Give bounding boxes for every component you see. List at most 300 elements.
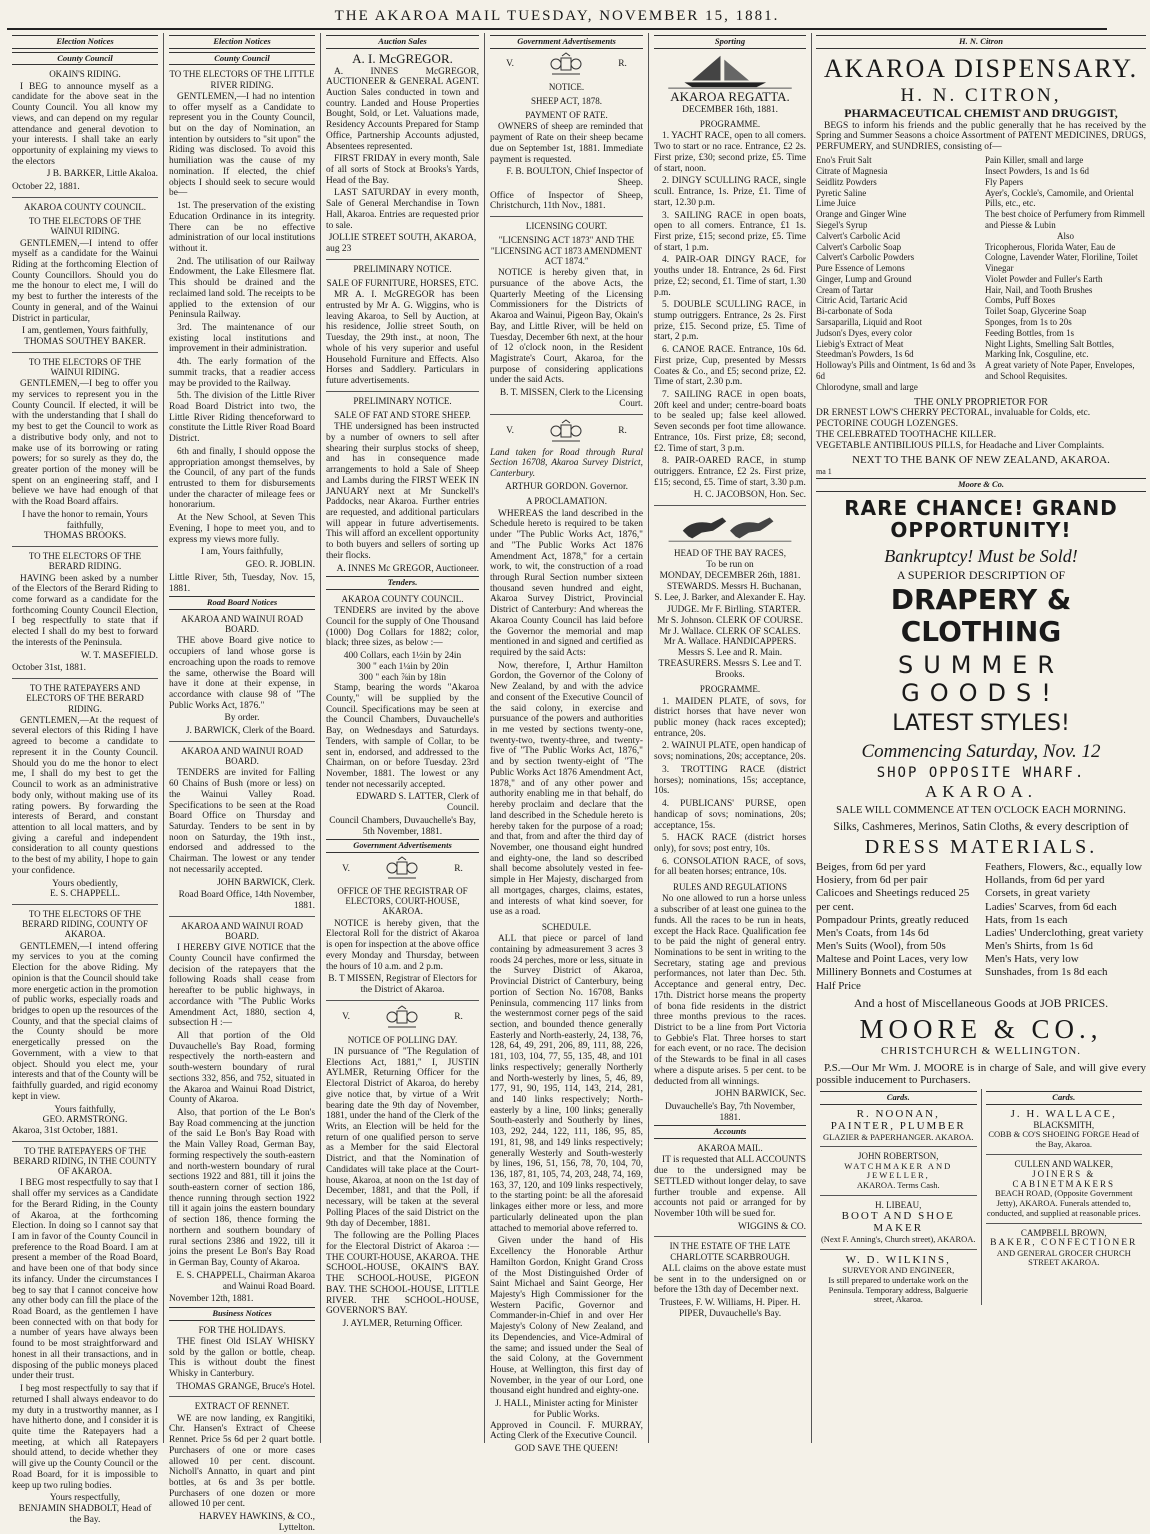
divider — [986, 1223, 1143, 1224]
royal-crest — [490, 419, 643, 445]
notice-date: Road Board Office, 14th November, 1881. — [178, 890, 315, 911]
divider — [169, 741, 315, 742]
medicine-item: Sarsaparilla, Liquid and Root — [816, 317, 922, 328]
medicine-item: Lime Juice — [816, 198, 856, 209]
notice-title: A PROCLAMATION. — [525, 496, 607, 507]
notice-body: I BEG most respectfully to say that I shall offer my services as a Candidate for the Berard Riding, in the County of Akaroa, at the forthcoming Election. In doing so I cannot say that I am in favor of the County Council in preference to the Road Board. I am at present a member of the Road Board, and have been one of that body since its infancy. Under the circumstances I beg to say that I cannot conceive how any other body can fill the place of the Road Board, as the gentlemen I have been connected with on that body for a number of years have always been found to be most straightforward and honest in all their transactions, and in disposing of the public moneys placed under their trust. — [12, 1178, 158, 1382]
goods-list-right — [985, 861, 1146, 993]
notice-body: All that portion of the Old Duvauchelle's Bay Road, forming respectively the north-eastern and south-western boundary of rural sections 332, 856, and 752, situated in the Akaroa and Wainui Road District, County of Akaroa. — [169, 1030, 315, 1106]
divider — [490, 216, 643, 217]
medicine-item: Steedman's Powders, 1s 6d — [816, 349, 914, 360]
tender-size: 300 " each ⅞in by 18in — [358, 672, 447, 683]
notice-body: Also, that portion of the Le Bon's Bay Road commencing at the junction of the said Le Bon's Bay Road with the Main Valley Road, German Bay, forming respectively the south-eastern and north-western boundary of rural sections 1922 and 881, till it joins the south-eastern corner of section 186, thence running through section 1922 till it again joins the eastern boundary of section 186, thence forming the northern and southern boundary of rural sections 2386 and 1922, till it joins the present Le Bon's Bay Road in German Bay, County of Akaroa. — [169, 1108, 315, 1269]
divider — [12, 1141, 158, 1142]
divider — [820, 1249, 977, 1250]
dispensary-location: NEXT TO THE BANK OF NEW ZEALAND, AKAROA. — [852, 454, 1110, 467]
notice-body: TENDERS are invited by the above Council for the supply of One Thousand (1000) Dog Collars for 1882; color, black; three sizes, as below :— — [326, 606, 479, 649]
crest-v: V. — [342, 863, 350, 874]
notice-title: TO THE ELECTORS OF THE BERARD RIDING, COUNTY OF AKAROA. — [22, 908, 148, 940]
notice-title: AKAROA AND WAINUI ROAD BOARD. — [180, 920, 304, 941]
section-header: Road Board Notices — [169, 596, 315, 610]
notice-title: AKAROA MAIL. — [697, 1143, 763, 1154]
notice-italic: Land taken for Road through Rural Section 16708, Akaroa Survey District, Canterbury. — [490, 447, 643, 479]
race-event: 3. TROTTING RACE (district horses); nominations, 15s; acceptance, 10s. — [654, 764, 806, 797]
notice-body: Stamp, bearing the words "Akaroa County," will be supplied by the Council. Specifications may be seen at the Council Chambers, Duvauchelle's Bay, on Wednesdays and Saturdays. Tenders, with sample of Collar, to be sent in, endorsed, and addressed to the Chairman, on or before Tuesday. 23rd November, 1881. The lowest or any tender not necessarily accepted. — [326, 683, 479, 790]
notice-subtitle: SALE OF FURNITURE, HORSES, ETC. — [326, 277, 479, 288]
crest-r: R. — [454, 863, 463, 874]
crest-r: R. — [618, 59, 627, 70]
notice-signature: JOHN BARWICK, Sec. — [715, 1089, 806, 1100]
medicine-item: Calvert's Carbolic Powders — [816, 252, 915, 263]
notice-signature: BENJAMIN SHADBOLT, Head of the Bay. — [18, 1503, 152, 1525]
notice-title: TO THE ELECTORS OF THE LITTLE RIVER RIDING. — [169, 69, 315, 90]
card-trade: PAINTER, PLUMBER — [830, 1120, 966, 1133]
medicine-item: Hair, Nail, and Tooth Brushes — [985, 284, 1093, 295]
goods-item: Ladies' Underclothing, great variety — [985, 926, 1144, 939]
notice-signature: Trustees, F. W. Williams, H. Piper. H. PIPER, Duvauchelle's Bay. — [659, 1298, 801, 1319]
notice-body: I BEG to announce myself as a candidate for the above seat in the County Council. You all know my views, and can depend on my regular attendance and general devotion to your interests. I shall take an early opportunity of explaining my views to the electors — [12, 81, 158, 167]
card-trade: SURVEYOR AND ENGINEER, — [842, 1265, 955, 1276]
notice-address: JOLLIE STREET SOUTH, AKAROA, — [328, 233, 477, 244]
medicine-item: Feeding Bottles, from 1s — [985, 327, 1074, 338]
section-header: Government Advertisements — [326, 839, 479, 853]
medicine-item: Ginger, Lump and Ground — [816, 273, 912, 284]
notice-title: AKAROA AND WAINUI ROAD BOARD. — [180, 613, 304, 635]
column-4 — [485, 33, 649, 1454]
notice-body: Given under the hand of His Excellency the Honorable Arthur Hamilton Gordon, Knight Grand Cross of the Most Distinguished Order of Saint Michael and Saint George, Her Majesty's High Commissioner for the Western Pacific, Governor and Commander-in-Chief in and over Her Majesty's Colony of New Zealand, and its Dependencies, and Vice-Admiral of the same; and issued under the Seal of the said Colony, at the Government House, at Wellington, this first day of November, in the year of our Lord, one thousand eight hundred and eighty-one. — [490, 1236, 643, 1397]
goods-item: Men's Suits (Wool), from 50s — [816, 940, 946, 953]
notice-title: EXTRACT OF RENNET. — [194, 1401, 290, 1412]
latest-styles-headline: LATEST STYLES! — [892, 711, 1070, 736]
divider — [986, 1154, 1143, 1155]
goods-item: Hollands, from 6d per yard — [985, 874, 1105, 887]
notice-close: I am, Yours faithfully, — [200, 547, 284, 558]
notice-subtitle: SALE OF FAT AND STORE SHEEP. — [334, 409, 471, 420]
divider — [12, 197, 158, 198]
goods-item: Hats, from 1s each — [985, 913, 1068, 926]
medicine-item: A great variety of Note Paper, Envelopes, and School Requisites. — [985, 360, 1135, 382]
card-name: CAMPBELL BROWN, — [1020, 1227, 1107, 1238]
notice-body: GENTLEMEN,—At the request of several electors of this Riding I have agreed to become a candidate to represent it in the County Council. Should you do me the honor to elect me, I shall do my best to get the Council to work as an administrative body only, without making use of its rating powers. By forwarding the interests of Berard, and constant attention to all local matters, and by giving a careful and independent consideration to all county questions to the best of my ability, I hope to gain your confidence. — [12, 715, 158, 876]
notice-item: 4th. The early formation of the summit tracks, that a readier access may be provided to the Railway. — [169, 357, 315, 389]
programme-title: PROGRAMME. — [699, 684, 761, 695]
crest-v: V. — [342, 1012, 350, 1023]
goods-item: Ladies' Scarves, from 6d each — [985, 900, 1117, 913]
section-header: Cards. — [986, 1091, 1143, 1105]
notice-title: PRELIMINARY NOTICE. — [353, 395, 452, 406]
royal-crest — [326, 1005, 479, 1031]
goods-list-left — [816, 861, 977, 993]
notice-signature: E. S. CHAPPELL. — [49, 889, 121, 900]
notice-signature: THOMAS BROOKS. — [43, 531, 127, 542]
notice-subtitle: SHEEP ACT, 1878. — [530, 95, 602, 106]
notice-signature: THOMAS SOUTHEY BAKER. — [24, 337, 146, 348]
card-detail: AKAROA. Terms Cash. — [856, 1179, 940, 1190]
race-event: 6. CONSOLATION RACE, of sovs, for all beaten horses; entrance, 10s. — [654, 856, 806, 878]
rare-chance-headline: RARE CHANCE! GRAND OPPORTUNITY! — [844, 495, 1118, 543]
column-3 — [321, 33, 485, 1443]
notice-body: TENDERS are invited for Falling 60 Chains of Bush (more or less) on the Wainui Valley Road. Specifications to be seen at the Road Board Office on Thursday and Saturday. Tenders to be sent in by noon on Saturday, the 19th inst., endorsed and addressed to the Chairman. The lowest or any tender not necessarily accepted. — [169, 768, 315, 875]
notice-close: Yours respectfully, — [49, 1493, 121, 1504]
column-1 — [7, 33, 164, 1525]
notice-item: 3rd. The maintenance of our existing local institutions and improvement in their administration. — [169, 322, 315, 355]
crest-v: V. — [506, 426, 514, 437]
notice-date: October 31st, 1881. — [12, 663, 86, 674]
notice-item: 6th and finally, I should oppose the appropriation amongst themselves, by the Council, of any part of the funds entrusted to them for disbursements under the character of mileage fees or honorarium. — [169, 446, 315, 511]
notice-body: IN pursuance of "The Regulation of Elections Act, 1881," I, JUSTIN AYLMER, Returning Officer for the Electoral District of Akaroa, do hereby give notice that, by virtue of a Writ bearing date the 9th day of November, 1881, under the hand of the Clerk of the Writs, an Election will be held for the return of one qualified person to serve as a Member for the said Electoral District, and that the Nomination of Candidates will take place at the Court-house, Akaroa, at noon on the 1st day of December, 1881, and that the Poll, if necessary, will be taken at the several Polling Places of the said District on the 9th day of December, 1881. — [326, 1047, 479, 1229]
goods-item: Beiges, from 6d per yard — [816, 860, 926, 873]
medicine-item: Pure Essence of Lemons — [816, 263, 905, 274]
race-event: 5. HACK RACE (district horses only), for sovs; post entry, 10s. — [654, 833, 806, 854]
notice-signature: J. HALL, Minister acting for Minister for Public Works. — [495, 1399, 638, 1420]
medicine-item: Fly Papers — [985, 176, 1024, 187]
notice-order: By order. — [224, 713, 260, 724]
medicine-item: Insect Powders, 1s and 1s 6d — [985, 165, 1089, 176]
goods-item: Men's Shirts, from 1s 6d — [985, 940, 1094, 953]
divider — [326, 391, 479, 392]
goods-item: Hosiery, from 6d per pair — [816, 874, 928, 887]
card-name: W. D. WILKINS, — [845, 1253, 951, 1266]
notice-signature: GEO. R. JOBLIN. — [245, 560, 315, 571]
column-advertisements — [812, 33, 1150, 1443]
goods-item: Men's Coats, from 14s 6d — [816, 926, 929, 939]
notice-title: LICENSING COURT. — [525, 221, 608, 232]
card-name: H. LIBEAU, — [875, 1199, 922, 1210]
notice-body: GENTLEMEN,—I intend to offer myself as a candidate for the Wainui Riding at the forthcoming Election of County Councillors. Should you do me the honour to elect me, I will do my best to further the interests of the County in general, and of the Wainui District in particular, — [12, 238, 158, 324]
regatta-event: 7. SAILING RACE in open boats, 20ft keel and under; centre-board boats to be sealed up; false keel allowed. Seven seconds per foot time allowance. Entrance, 10s. First prize, £8; second, £2. Time of start, 3 p.m. — [654, 390, 806, 454]
cards-section — [816, 1089, 1146, 1305]
notice-title: TO THE RATEPAYERS OF THE BERARD RIDING, IN THE COUNTY OF AKAROA. — [13, 1145, 157, 1177]
notice-signature: W. T. MASEFIELD. — [80, 650, 158, 661]
tender-size: 300 " each 1¼in by 20in — [356, 661, 449, 672]
medicine-item: Toilet Soap, Glycerine Soap — [985, 306, 1087, 317]
medicine-item: Citrate of Magnesia — [816, 165, 888, 176]
schedule-title: SCHEDULE. — [541, 921, 592, 932]
notice-signature: B. T MISSEN, Registrar of Electors for the District of Akaroa. — [328, 974, 477, 996]
goods-list — [816, 861, 1146, 993]
notice-title: TO THE RATEPAYERS AND ELECTORS OF THE BERARD RIDING. — [26, 683, 144, 714]
rules-title: RULES AND REGULATIONS — [672, 882, 787, 893]
card-name: R. NOONAN, — [856, 1107, 940, 1120]
notice-signature: ARTHUR GORDON. Governor. — [505, 481, 628, 492]
medicine-item: Chlorodyne, small and large — [816, 381, 918, 392]
drapery-headline: DRAPERY & CLOTHING — [890, 583, 1072, 649]
shop-location: SHOP OPPOSITE WHARF. — [876, 764, 1086, 781]
notice-body: GENTLEMEN,—I intend offering my services to you at the coming Election for the above Riding. My opinion is that the Council should take more energetic action in the promotion of public works, especially roads and bridges to open up the resources of the County, and that the special claims of the County should be more energetically pressed on the Government, with a view to that object. Should you elect me, your interests and that of the County will be faithfully guarded, and rigid economy kept in view. — [12, 941, 158, 1102]
goods-item: Feathers, Flowers, &c., equally low — [985, 860, 1143, 873]
notice-body: OWNERS of sheep are reminded that payment of Rate on their sheep became due on September 1st, 1881. Immediate payment is requested. — [490, 122, 643, 165]
medicine-item: Eno's Fruit Salt — [816, 155, 872, 166]
notice-date: DECEMBER 16th, 1881. — [682, 104, 778, 115]
medicine-item: Judson's Dyes, every color — [816, 327, 913, 338]
notice-body: I HEREBY GIVE NOTICE that the County Council have confirmed the decision of the ratepayers that the following Roads shall cease from hereafter to be public highways, in accordance with "The Public Works Amendment Act, 1880, section 4, subsection H :— — [169, 943, 315, 1029]
moore-ps: P.S.—Our Mr Wm. J. MOORE is in charge of Sale, and will give every possible inducement to Purchasers. — [816, 1061, 1146, 1087]
notice-subtitle: To be run on — [706, 560, 754, 571]
yacht-icon — [660, 52, 800, 90]
section-header: Election Notices — [12, 35, 158, 49]
god-save-queen: GOD SAVE THE QUEEN! — [514, 1444, 619, 1454]
divider — [820, 1146, 977, 1147]
goods-item: Men's Hats, very low — [985, 953, 1079, 966]
notice-title: IN THE ESTATE OF THE LATE CHARLOTTE SCARBROUGH. — [669, 1241, 791, 1262]
notice-close: I have the honor to remain, Yours faithfully, — [22, 509, 148, 531]
notice-body: I beg most respectfully to say that if returned I shall always endeavor to do my duty in a trustworthy manner, as I have hitherto done, and I consider it is quite time the Ratepayers had a meeting, at which all Ratepayers should attend, to decide whether they will give up the County Council or the Road Board, for it is impossible to keep up two ruling bodies. — [12, 1384, 158, 1491]
race-event: 2. WAINUI PLATE, open handicap of sovs; nominations, 20s; acceptance, 20s. — [654, 741, 806, 763]
notice-body: A. INNES McGREGOR, AUCTIONEER & GENERAL AGENT. Auction Sales conducted in town and country. Landed and House Properties Bought, Sold, or Let. Valuations made, Residency Accounts Prepared for Stamp Office, Partnership Accounts adjusted, Absentees represented. — [326, 66, 479, 152]
notice-title: AKAROA COUNTY COUNCIL. — [341, 593, 464, 604]
coat-of-arms-icon — [382, 856, 422, 882]
job-prices: And a host of Miscellaneous Goods at JOB PRICES. — [853, 995, 1109, 1010]
section-subheader: County Council — [12, 52, 158, 66]
medicine-item: The best choice of Perfumery from Rimmell and Piesse & Lubin — [985, 209, 1145, 230]
goods-item: Calicoes and Sheetings reduced 25 per cent. — [816, 887, 970, 913]
section-header: Tenders. — [326, 576, 479, 590]
royal-crest — [326, 856, 479, 882]
notice-title: HEAD OF THE BAY RACES, — [674, 548, 786, 559]
masthead: THE AKAROA MAIL TUESDAY, NOVEMBER 15, 1881. — [7, 4, 1107, 30]
notice-item: 1st. The preservation of the existing Education Ordinance in its integrity. There can be no effective administration of our local institutions without it. — [169, 201, 315, 254]
notice-title: A. I. McGREGOR. — [352, 50, 453, 66]
notice-signature: J. BARWICK, Clerk of the Board. — [185, 726, 315, 737]
proprietor-item: DR ERNEST LOW'S CHERRY PECTORAL, invaluable for Colds, etc. — [816, 408, 1091, 419]
medicine-item: Also — [1056, 230, 1074, 241]
notice-subtitle: PAYMENT OF RATE. — [525, 110, 608, 121]
notice-title: FOR THE HOLIDAYS. — [198, 1324, 286, 1335]
medicine-item: Holloway's Pills and Ointment, 1s 6d and 3s 6d — [816, 360, 976, 382]
medicine-item: Ayer's, Cockle's, Camomile, and Oriental Pills, etc., etc. — [985, 187, 1134, 209]
section-header: H. N. Citron — [816, 35, 1146, 49]
akaroa-location: AKAROA. — [925, 781, 1037, 801]
racehorse-icon — [660, 510, 800, 544]
notice-address: Office of Inspector of Sheep, Christchurch, 11th Nov., 1881. — [490, 190, 643, 212]
notice-signature: B. T. MISSEN, Clerk to the Licensing Court. — [499, 388, 643, 409]
notice-signature: F. B. BOULTON, Chief Inspector of Sheep. — [506, 167, 643, 189]
moore-company: MOORE & CO., — [859, 1014, 1103, 1045]
race-event: 4. PUBLICANS' PURSE, open handicap of sovs; nominations, 20s; acceptance, 15s. — [654, 799, 806, 831]
notice-title: OFFICE OF THE REGISTRAR OF ELECTORS, COURT-HOUSE, AKAROA. — [337, 885, 468, 917]
notice-body: THE undersigned has been instructed by a number of owners to sell after shearing their surplus stocks of sheep, and has in consequence made arrangements to hold a Sale of Sheep and Lambs during the FIRST WEEK IN JANUARY next at Mr Sunckell's Paddocks, near Akaroa. Further entries are requested, and additional particulars will appear in future advertisements. This will afford an excellent opportunity to both buyers and sellers of sorting up their flocks. — [326, 422, 479, 561]
divider — [654, 505, 806, 506]
notice-title: NOTICE. — [548, 81, 585, 92]
notice-signature: J. AYLMER, Returning Officer. — [342, 1318, 463, 1329]
notice-title: PRELIMINARY NOTICE. — [353, 263, 452, 274]
divider — [169, 1396, 315, 1397]
coat-of-arms-icon — [382, 1005, 422, 1031]
medicine-item: Calvert's Carbolic Acid — [816, 230, 901, 241]
card-detail: AND GENERAL GROCER CHURCH STREET AKAROA. — [996, 1247, 1131, 1268]
notice-body: Now, therefore, I, Arthur Hamilton Gordon, the Governor of the Colony of New Zealand, by and with the advice and consent of the Executive Council of the said colony, in exercise and pursuance of the powers and authorities in me vested by sections twenty-one, twenty-two, twenty-three, and twenty-five of "The Public Works Act, 1876," and by section twenty-eight of "The Public Works Act 1876 Amendment Act, 1878," and of any other power and authority enabling me in that behalf, do hereby proclaim and declare that the land described in the Schedule hereto is hereby taken for the purpose of a road; and that, from and after the third day of November, one thousand eight hundred and eighty-one, the land so described shall become absolutely vested in fee-simple in Her Majesty, discharged from all mortgages, charges, claims, estates, and interests of what kind soever, for use as a road. — [490, 660, 643, 918]
proprietor-item: THE CELEBRATED TOOTHACHE KILLER. — [816, 429, 997, 440]
proprietor-title: THE ONLY PROPRIETOR FOR — [914, 396, 1048, 408]
notice-item: 2nd. The utilisation of our Railway Endowment, the Lake Ellesmere flat. This should be drained and the reclaimed land sold. The receipts to be applied to the extension of our Peninsula Railway. — [169, 256, 315, 321]
notice-title: OKAIN'S RIDING. — [49, 69, 121, 80]
stewards: STEWARDS. Messrs H. Buchanan, S. Lee, J. Barker, and Alexander E. Hay. — [654, 581, 806, 603]
crest-r: R. — [618, 426, 627, 437]
notice-signature: H. C. JACOBSON, Hon. Sec. — [693, 490, 806, 501]
medicine-item: Siegel's Syrup — [816, 219, 868, 230]
cards-right — [982, 1089, 1147, 1305]
goods-item: Millinery Bonnets and Costumes at Half Price — [816, 966, 972, 992]
notice-body: IT is requested that ALL ACCOUNTS due to the undersigned may be SETTLED without longer delay, to save further trouble and expense. All accounts not paid or arranged for by November 10th will be sued for. — [654, 1155, 806, 1219]
medicine-list-right — [985, 155, 1146, 393]
regatta-event: 5. DOUBLE SCULLING RACE, in stump outriggers. Entrance, 2s 2s. First prize, £15. Second prize, £5. Time of start, 2 p.m. — [654, 300, 806, 343]
card-detail: Is still prepared to undertake work on the Peninsula. Temporary address, Balguerie street, Akaroa. — [828, 1274, 969, 1305]
notice-close: I am, gentlemen, Yours faithfully, — [22, 326, 148, 337]
notice-date: November 12th, 1881. — [169, 1294, 254, 1305]
notice-signature: A. INNES Mc GREGOR, Auctioneer. — [336, 563, 479, 574]
notice-title: AKAROA COUNTY COUNCIL. — [24, 201, 146, 212]
section-header: Cards. — [820, 1091, 977, 1105]
section-header: Moore & Co. — [816, 478, 1146, 492]
notice-item: 5th. The division of the Little River Road Board District into two, the Little River Riding thenceforward to constitute the Little River Road Board District. — [169, 391, 315, 445]
divider — [654, 1236, 806, 1237]
notice-date: Little River, 5th, Tuesday, Nov. 15, 1881. — [169, 572, 315, 594]
notice-signature: J B. BARKER, Little Akaloa. — [46, 169, 158, 180]
medicine-item: Pyretic Saline — [816, 187, 867, 198]
card-name: J. H. WALLACE, — [1010, 1107, 1117, 1120]
section-header: Business Notices — [169, 1307, 315, 1321]
officials: JUDGE. Mr F. Birlling. STARTER. Mr S. Johnson. CLERK OF COURSE. Mr J. Wallace. CLERK OF SCALES. Mr A. Wallace. HANDICAPPERS. Messrs S. Lee and R. Main. TREASURERS. Messrs S. Lee and T. Brooks. — [657, 605, 803, 680]
notice-signature: E. S. CHAPPELL, Chairman Akaroa and Wainui Road Board. — [176, 1270, 315, 1292]
regatta-event: 8. PAIR-OARED RACE, in stump outriggers. Entrance, £2 2s. First prize, £15; second, £5. Time of start, 3.30 p.m. — [654, 456, 806, 488]
columns — [7, 33, 1146, 1533]
coat-of-arms-icon — [546, 52, 586, 78]
divider — [12, 678, 158, 679]
card-trade: JOINERS & CABINETMAKERS — [1012, 1168, 1115, 1190]
medicine-item: Cream of Tartar — [816, 284, 874, 295]
notice-date: October 22, 1881. — [12, 182, 80, 193]
notice-signature: THOMAS GRANGE, Bruce's Hotel. — [176, 1381, 315, 1392]
section-header: Sporting — [654, 35, 806, 49]
medicine-item: Tricopherous, Florida Water, Eau de Cologne, Lavender Water, Floriline, Toilet Vinegar — [985, 241, 1138, 274]
ad-code: ma 1 — [816, 466, 832, 476]
notice-date: Akaroa, 31st October, 1881. — [12, 1125, 118, 1136]
tender-size: 400 Collars, each 1½in by 24in — [343, 651, 462, 662]
goods-item: Pompadour Prints, greatly reduced — [816, 913, 969, 926]
notice-body: THE above Board give notice to occupiers of land whose gorse is encroaching upon the roads to remove the same, otherwise the Board will have it done at their expense, in accordance with clause 98 of "The Public Works Act, 1876." — [169, 636, 315, 711]
notice-signature: WIGGINS & CO. — [738, 1221, 806, 1232]
notice-address: Council Chambers, Duvauchelle's Bay, 5th November, 1881. — [329, 815, 476, 837]
divider — [490, 414, 643, 415]
notice-signature: GEO. ARMSTRONG. — [42, 1115, 128, 1126]
notice-close: Yours faithfully, — [54, 1104, 116, 1115]
chemist-name: H. N. CITRON, — [900, 85, 1062, 107]
notice-body: MR A. I. McGREGOR has been entrusted by Mr A. G. Wiggins, who is leaving Akaroa, to Sell by Auction, at his residence, Jollie street South, on Tuesday, the 29th inst., at noon, The whole of his very superior and useful Household Furniture and Effects. Also Horses and Saddlery. Particulars in future advertisements. — [326, 290, 479, 386]
programme-title: PROGRAMME. — [699, 119, 761, 130]
goods-item: Sunshades, from 1s 8d each — [985, 966, 1108, 979]
card-detail: BEACH ROAD, (Opposite Government Jetty), AKAROA. Funerals attended to, conducted, and supplied at reasonable prices. — [986, 1188, 1141, 1218]
notice-subtitle: "LICENSING ACT 1873" AND THE "LICENSING ACT 1873 AMENDMENT ACT 1874." — [490, 235, 643, 266]
notice-title: NOTICE OF POLLING DAY. — [347, 1034, 458, 1045]
medicine-item: Pain Killer, small and large — [985, 155, 1084, 166]
divider — [12, 904, 158, 905]
notice-body: HAVING been asked by a number of the Electors of the Berard Riding to come forward as a candidate for the forthcoming County Council Election, I beg respectfully to state that if elected I shall do my best to forward the interests of the Peninsula. — [12, 573, 158, 648]
medicine-item: Orange and Ginger Wine — [816, 209, 907, 220]
chemist-trade: PHARMACEUTICAL CHEMIST AND DRUGGIST, — [844, 105, 1118, 120]
proprietor-item: VEGETABLE ANTIBILIOUS PILLS, for Headache and Liver Complaints. — [816, 440, 1105, 451]
notice-body: NOTICE is hereby given that, in pursuance of the above Acts, the Quarterly Meeting of the Licensing Commissioners for the Districts of Akaroa and Wainui, Pigeon Bay, Okain's Bay, and Little River, will be held on Tuesday, December 6th next, at the hour of 12 o'clock noon, in the Resident Magistrate's Court, Akaroa, for the purpose of considering applications under the said Acts. — [490, 268, 643, 386]
medicine-item: Seidlitz Powders — [816, 176, 877, 187]
regatta-event: 4. PAIR-OAR DINGY RACE, for youths under 18. Entrance, 2s 6d. First prize, £2; second, £1. Time of start, 1.30 p.m. — [654, 255, 806, 298]
cards-left — [816, 1089, 982, 1305]
proprietor-item: PECTORINE COUGH LOZENGES. — [816, 418, 959, 429]
card-trade: BAKER, CONFECTIONER — [990, 1237, 1138, 1248]
sale-start: SALE WILL COMMENCE AT TEN O'CLOCK EACH MORNING. — [836, 805, 1126, 817]
notice-body: The following are the Polling Places for the Electoral District of Akaroa :— THE COURT-HOUSE, AKAROA. THE SCHOOL-HOUSE, OKAIN'S BAY. THE SCHOOL-HOUSE, PIGEON BAY. THE SCHOOL-HOUSE, LITTLE RIVER. THE SCHOOL-HOUSE, GOVERNOR'S BAY. — [326, 1231, 479, 1317]
card-name: CULLEN AND WALKER, — [1014, 1158, 1114, 1169]
medicine-item: Liebig's Extract of Meat — [816, 338, 904, 349]
notice-body: ALL claims on the above estate must be sent in to the undersigned on or before the 13th day of December next. — [654, 1263, 806, 1296]
notice-item: At the New School, at Seven This Evening, I hope to meet you, and to express my views more fully. — [169, 513, 315, 545]
divider — [326, 259, 479, 260]
regatta-event: 2. DINGY SCULLING RACE, single scull. Entrance, 1s. Prize, £1. Time of start, 12.30 p.m. — [654, 176, 806, 208]
section-header: Accounts — [654, 1125, 806, 1139]
dress-materials-headline: DRESS MATERIALS. — [864, 836, 1098, 859]
divider — [12, 352, 158, 353]
card-name: JOHN ROBERTSON, — [858, 1151, 939, 1162]
silks-line: Silks, Cashmeres, Merinos, Satin Cloths, & every description of — [833, 821, 1129, 834]
card-detail: (Next F. Anning's, Church street), AKAROA. — [820, 1233, 976, 1244]
card-trade: WATCHMAKER AND JEWELLER, — [844, 1160, 953, 1181]
medicine-list-left — [816, 155, 977, 393]
card-trade: BLACKSMITH, — [1033, 1120, 1095, 1131]
card-detail: GLAZIER & PAPERHANGER. AKAROA. — [822, 1131, 974, 1142]
section-header: Government Advertisements — [490, 35, 643, 49]
notice-body: LAST SATURDAY in every month, Sale of General Merchandise in Town Hall, Akaroa. Entries are requested prior to sale. — [326, 188, 479, 231]
medicine-item: Bi-carbonate of Soda — [816, 306, 893, 317]
notice-body: ALL that piece or parcel of land containing by admeasurement 3 acres 3 roods 24 perches, more or less, situate in the Survey District of Akaroa, Provincial District of Canterbury, being portion of Section No. 16708, Banks Peninsula, commencing 117 links from the westernmost corner pegs of the said section, and bounded thence generally Easterly and North-easterly, 24, 138, 76, 128, 64, 49, 291, 206, 89, 111, 88, 226, 181, 103, 104, 77, 55, 135, 48, and 101 links respectively; generally Northerly and North-westerly by lines, 5, 46, 89, 177, 91, 90, 195, 114, 143, 214, 281, and 140 links respectively; North-easterly by a line, 100 links; generally South-easterly and Southerly by lines, 103, 292, 244, 122, 111, 186, 95, 85, 191, 81, 98, and 149 links respectively; generally Westerly and South-westerly by lines, 196, 51, 156, 78, 70, 104, 70, 136, 187, 81, 105, 74, 203, 248, 74, 169, 163, 37, 120, and 109 links respectively, to the starting point: be all the aforesaid linkages either more or less, and more particularly delineated upon the plan attached to memorial above referred to. — [490, 934, 643, 1234]
medicine-item: Citric Acid, Tartaric Acid — [816, 295, 908, 306]
divider — [169, 916, 315, 917]
coat-of-arms-icon — [546, 419, 586, 445]
dispensary-intro: BEGS to inform his friends and the public generally that he has received by the Spring and Summer Seasons a choice Assortment of PATENT MEDICINES, DRUGS, PERFUMERY, and SUNDRIES, consisting of— — [816, 120, 1146, 153]
notice-date: aug 23 — [326, 244, 352, 254]
commencing-headline: Commencing Saturday, Nov. 12 — [861, 741, 1101, 763]
notice-date: Duvauchelle's Bay, 7th November, 1881. — [664, 1102, 796, 1123]
notice-signature: EDWARD S. LATTER, Clerk of Council. — [356, 792, 479, 814]
section-header: Election Notices — [169, 35, 315, 49]
notice-date: MONDAY, DECEMBER 26th, 1881. — [659, 571, 801, 582]
superior-description: A SUPERIOR DESCRIPTION OF — [896, 567, 1066, 582]
notice-body: FIRST FRIDAY in every month, Sale of all sorts of Stock at Brooks's Yards, Head of the Bay. — [326, 154, 479, 186]
medicine-item: Violet Powder and Fuller's Earth — [985, 273, 1103, 284]
notice-title: AKAROA AND WAINUI ROAD BOARD. — [180, 745, 304, 767]
card-trade: BOOT AND SHOE MAKER — [841, 1209, 955, 1235]
moore-cities: CHRISTCHURCH & WELLINGTON. — [880, 1045, 1082, 1058]
bankruptcy-headline: Bankruptcy! Must be Sold! — [884, 546, 1078, 567]
notice-title: TO THE ELECTORS OF THE BERARD RIDING. — [28, 551, 142, 572]
royal-crest — [490, 52, 643, 78]
medicine-item: Sponges, from 1s to 20s — [985, 317, 1072, 328]
section-subheader: County Council — [169, 52, 315, 66]
notice-signature: JOHN BARWICK, Clerk. — [217, 877, 315, 888]
notice-title: TO THE ELECTORS OF THE WAINUI RIDING. — [28, 356, 142, 377]
column-5 — [649, 33, 812, 1443]
regatta-event: 3. SAILING RACE in open boats, open to all comers. Entrance, £1 1s. First prize, £15; second prize, £5. Time of start, 1 p.m. — [654, 210, 806, 253]
medicine-list — [816, 155, 1146, 393]
notice-title: AKAROA REGATTA. — [670, 88, 790, 104]
notice-body: GENTLEMEN,—I had no intention to offer myself as a Candidate to represent you in the County Council, but on the day of Nomination, an intention by outsiders to "sit upon" the Riding was disclosed. To avoid this humiliation was the cause of my nomination. If elected, the chief objects I should seek to secure would be— — [169, 91, 315, 199]
notice-body: WHEREAS the land described in the Schedule hereto is required to be taken under "The Public Works Act, 1876," and "The Public Works Act 1876 Amendment Act, 1878," for a certain work, to wit, the construction of a road through Rural Section number sixteen thousand seven hundred and eight, Akaroa Survey District, Provincial District of Canterbury: And whereas the Akaroa County Council has laid before the Governor the memorial and map mentioned in and signed and certified as required by the said Acts: — [490, 508, 643, 658]
column-2 — [164, 33, 321, 1533]
notice-footer: Approved in Council. F. MURRAY, Acting Clerk of the Executive Council. — [490, 1420, 643, 1442]
race-event: 1. MAIDEN PLATE, of sovs, for district horses that have never won public money (hack races excepted); entrance, 20s. — [654, 696, 806, 739]
notice-subtitle: TO THE ELECTORS OF THE WAINUI RIDING. — [28, 216, 142, 237]
notice-body: WE are now landing, ex Rangitiki, Chr. Hansen's Extract of Cheese Rennet. Price 5s 6d per 2 quart bottle. Purchasers of one or more cases allowed 10 per cent. discount. Nicholl's Annatto, in quart and pint bottles, at 6s and 3s per bottle. Purchasers of one dozen or more allowed 10 per cent. — [169, 1413, 315, 1510]
crest-r: R. — [454, 1012, 463, 1023]
goods-item: Corsets, in great variety — [985, 887, 1091, 900]
notice-body: THE finest Old ISLAY WHISKY sold by the gallon or bottle, cheap. This is without doubt the finest Whisky in Canterbury. — [169, 1336, 315, 1380]
